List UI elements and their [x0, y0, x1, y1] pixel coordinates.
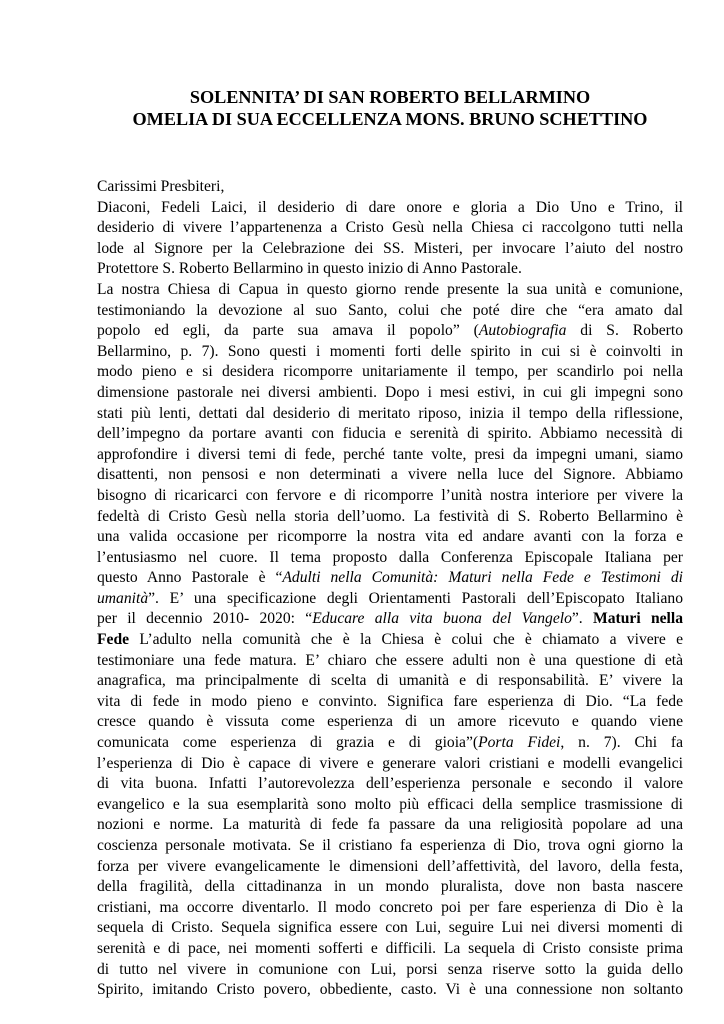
body-line: testimoniare una fede matura. E’ chiaro che essere adulti non è una questione di età [97, 651, 683, 669]
body-line: di vita buona. Infatti l’autorevolezza dell’esperienza personale e secondo il valore [97, 775, 683, 793]
body-line: vita di fede in modo pieno e convinto. Significa fare esperienza di Dio. “La fede [97, 692, 683, 710]
body-line: testimoniando la devozione al suo Santo, colui che poté dire che “era amato dal [97, 301, 683, 319]
body-line: comunicata come esperienza di grazia e di gioia”(Porta Fidei, n. 7). Chi fa [97, 734, 684, 752]
body-line: stati più lenti, dettati dal desiderio di meritato riposo, inizia il tempo della riflessione, [97, 404, 683, 422]
body-line: dell’impegno da portare avanti con fiducia e serenità di spirito. Abbiamo necessità di [97, 425, 683, 443]
body-line: disattenti, non pensosi e non determinati a vivere nella luce del Signore. Abbiamo [97, 466, 683, 484]
body-line: l’esperienza di Dio è capace di vivere e generare valori cristiani e modelli evangelici [97, 754, 683, 772]
body-line: di tutto nel vivere in comunione con Lui, porsi senza riserve sotto la guida dello [97, 960, 683, 978]
body-line: desiderio di vivere l’appartenenza a Cristo Gesù nella Chiesa ci raccolgono tutti nella [97, 219, 683, 237]
body-line: nozioni e norme. La maturità di fede fa passare da una religiosità popolare ad una [97, 816, 683, 834]
body-line: cristiani, ma occorre diventarlo. Il modo concreto poi per fare esperienza di Dio è la [97, 898, 683, 916]
body-line: Diaconi, Fedeli Laici, il desiderio di dare onore e gloria a Dio Uno e Trino, il [97, 198, 683, 216]
body-line: Spirito, imitando Cristo povero, obbediente, casto. Vi è una connessione non soltanto [97, 981, 683, 999]
body-line: cresce quando è vissuta come esperienza di un amore ricevuto e quando viene [97, 713, 683, 731]
body-line: approfondire i diversi temi di fede, perché tante volte, presi da impegni umani, siamo [97, 445, 683, 463]
body-line: forza per vivere evangelicamente le dimensioni dell’affettività, del lavoro, della festa, [97, 857, 683, 875]
body-line: dimensione pastorale nei diversi ambienti. Dopo i mesi estivi, in cui gli impegni sono [97, 383, 683, 401]
title-line-1: SOLENNITA’ DI SAN ROBERTO BELLARMINO [189, 87, 591, 107]
body-line: popolo ed egli, da parte sua amava il popolo” (Autobiografia di S. Roberto [97, 322, 684, 340]
body-line: La nostra Chiesa di Capua in questo giorno rende presente la sua unità e comunione, [97, 280, 683, 298]
body-line: umanità”. E’ una specificazione degli Orientamenti Pastorali dell’Episcopato Italiano [97, 589, 683, 607]
body-text [97, 198, 683, 1001]
body-line: l’entusiasmo nel cuore. Il tema proposto dalla Conferenza Episcopale Italiana per [97, 548, 683, 566]
body-line: Protettore S. Roberto Bellarmino in questo inizio di Anno Pastorale. [97, 260, 522, 278]
body-line: della fragilità, della cittadinanza in un mondo pluralista, dove non basta nascere [97, 878, 683, 896]
body-line: questo Anno Pastorale è “Adulti nella Comunità: Maturi nella Fede e Testimoni di [97, 569, 683, 587]
body-line: evangelico e la sua esemplarità sono molto più efficaci della semplice trasmissione di [97, 795, 683, 813]
document-title [97, 86, 683, 130]
salutation: Carissimi Presbiteri, [97, 178, 225, 195]
document-body [97, 177, 683, 1001]
body-line: fedeltà di Cristo Gesù nella storia dell’uomo. La festività di S. Roberto Bellarmino è [97, 507, 683, 525]
body-line: Bellarmino, p. 7). Sono questi i momenti forti delle spirito in cui si è coinvolti in [97, 342, 683, 360]
body-line: modo pieno e si desidera ricomporre unitariamente il tempo, per scandirlo poi nella [97, 363, 683, 381]
body-line: lode al Signore per la Celebrazione dei SS. Misteri, per invocare l’aiuto del nostro [97, 239, 683, 257]
body-line: Fede L’adulto nella comunità che è la Chiesa è colui che è chiamato a vivere e [97, 631, 683, 649]
body-line: per il decennio 2010- 2020: “Educare alla vita buona del Vangelo”. Maturi nella [97, 610, 684, 628]
title-line-2: OMELIA DI SUA ECCELLENZA MONS. BRUNO SCHETTINO [132, 109, 648, 129]
body-line: serenità e di pace, nei momenti sofferti e difficili. La sequela di Cristo consiste prima [97, 939, 683, 957]
body-line: sequela di Cristo. Sequela significa essere con Lui, seguire Lui nei diversi momenti di [97, 919, 683, 937]
body-line: una valida occasione per ricomporre la nostra vita ed andare avanti con la forza e [97, 528, 683, 546]
body-line: coscienza personale motivata. Se il cristiano fa esperienza di Dio, trova ogni giorno la [97, 837, 683, 854]
body-line: anagrafica, ma principalmente di scelta di umanità e di responsabilità. E’ vivere la [97, 672, 683, 690]
body-line: bisogno di ricaricarci con fervore e di ricomporre l’unità nostra interiore per vivere la [97, 486, 683, 504]
